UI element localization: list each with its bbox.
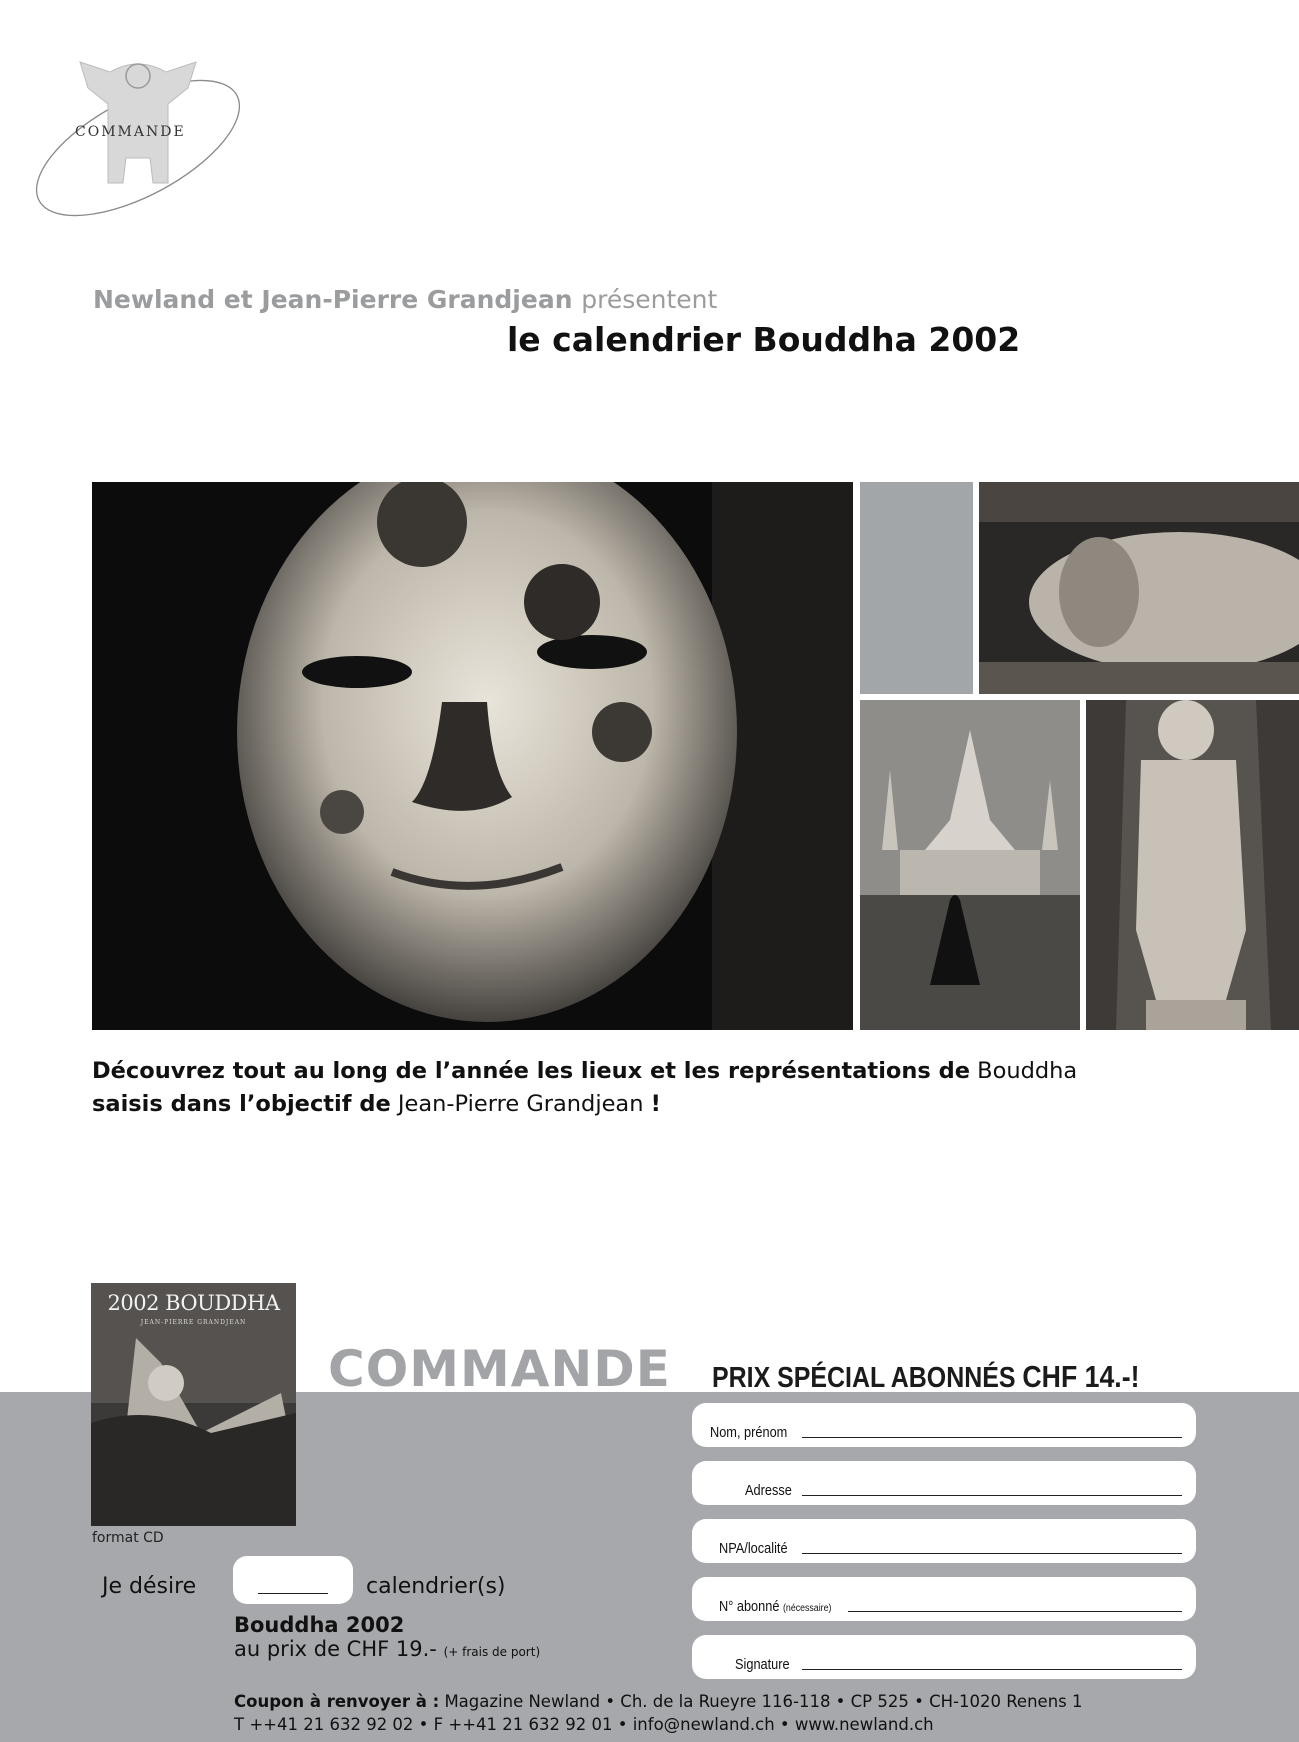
cd-title: 2002 BOUDDHA — [107, 1291, 280, 1315]
tagline-part1-name: Bouddha — [977, 1058, 1078, 1084]
cd-cover-image — [91, 1283, 296, 1526]
subscriber-label-text: N° abonné — [719, 1599, 780, 1615]
signature-label: Signature — [735, 1657, 790, 1673]
price-line — [234, 1637, 540, 1661]
special-price-label: PRIX SPÉCIAL ABONNÉS — [712, 1362, 1016, 1394]
special-price-line — [712, 1359, 1139, 1395]
quantity-input-line[interactable] — [258, 1593, 328, 1594]
logo-text: COMMANDE — [75, 124, 186, 140]
subscriber-input-line[interactable] — [848, 1611, 1182, 1612]
product-name: Bouddha 2002 — [234, 1613, 405, 1637]
address-label: Adresse — [745, 1483, 792, 1499]
special-price: CHF 14.-! — [1022, 1359, 1140, 1394]
grey-panel — [860, 482, 973, 694]
address-field[interactable] — [692, 1461, 1196, 1505]
presenters-line — [93, 285, 717, 314]
quantity-input[interactable] — [233, 1556, 353, 1604]
price-text: au prix de CHF 19.- — [234, 1637, 437, 1661]
tagline-part2: saisis dans l’objectif de — [92, 1091, 391, 1117]
standing-buddha-photo — [1086, 700, 1299, 1030]
city-input-line[interactable] — [802, 1553, 1182, 1554]
pagoda-photo — [860, 700, 1080, 1030]
tagline-part1: Découvrez tout au long de l’année les lieux et les représentations de — [92, 1058, 970, 1084]
city-label: NPA/localité — [719, 1541, 788, 1557]
name-label: Nom, prénom — [710, 1425, 788, 1441]
tagline — [92, 1055, 1292, 1121]
tagline-part2-name: Jean-Pierre Grandjean — [397, 1091, 644, 1117]
quantity-suffix: calendrier(s) — [366, 1574, 506, 1599]
tagline-exclamation: ! — [650, 1091, 661, 1117]
name-input-line[interactable] — [802, 1437, 1182, 1438]
presenters-names: Newland et Jean-Pierre Grandjean — [93, 285, 573, 314]
buddha-face-photo — [92, 482, 853, 1030]
subscriber-note: (nécessaire) — [782, 1603, 832, 1614]
signature-field[interactable] — [692, 1635, 1196, 1679]
price-note: (+ frais de port) — [443, 1645, 541, 1659]
quantity-prefix: Je désire — [102, 1574, 197, 1599]
address-input-line[interactable] — [802, 1495, 1182, 1496]
coupon-address — [234, 1692, 1083, 1711]
name-field[interactable] — [692, 1403, 1196, 1447]
coupon-label: Coupon à renvoyer à : — [234, 1692, 440, 1711]
reclining-buddha-photo — [979, 482, 1299, 694]
cd-format-label: format CD — [92, 1530, 164, 1546]
contact-line: T ++41 21 632 92 02 • F ++41 21 632 92 01 • info@newland.ch • www.newland.ch — [234, 1715, 934, 1734]
subscriber-label — [719, 1599, 831, 1615]
signature-input-line[interactable] — [802, 1669, 1182, 1670]
city-field[interactable] — [692, 1519, 1196, 1563]
presenters-verb: présentent — [581, 285, 718, 314]
page-title: le calendrier Bouddha 2002 — [507, 320, 1021, 359]
subscriber-field[interactable] — [692, 1577, 1196, 1621]
coupon-address-text: Magazine Newland • Ch. de la Rueyre 116-118 • CP 525 • CH-1020 Renens 1 — [444, 1692, 1083, 1711]
commande-heading: COMMANDE — [328, 1340, 671, 1398]
cd-subtitle: JEAN-PIERRE GRANDJEAN — [140, 1319, 247, 1326]
